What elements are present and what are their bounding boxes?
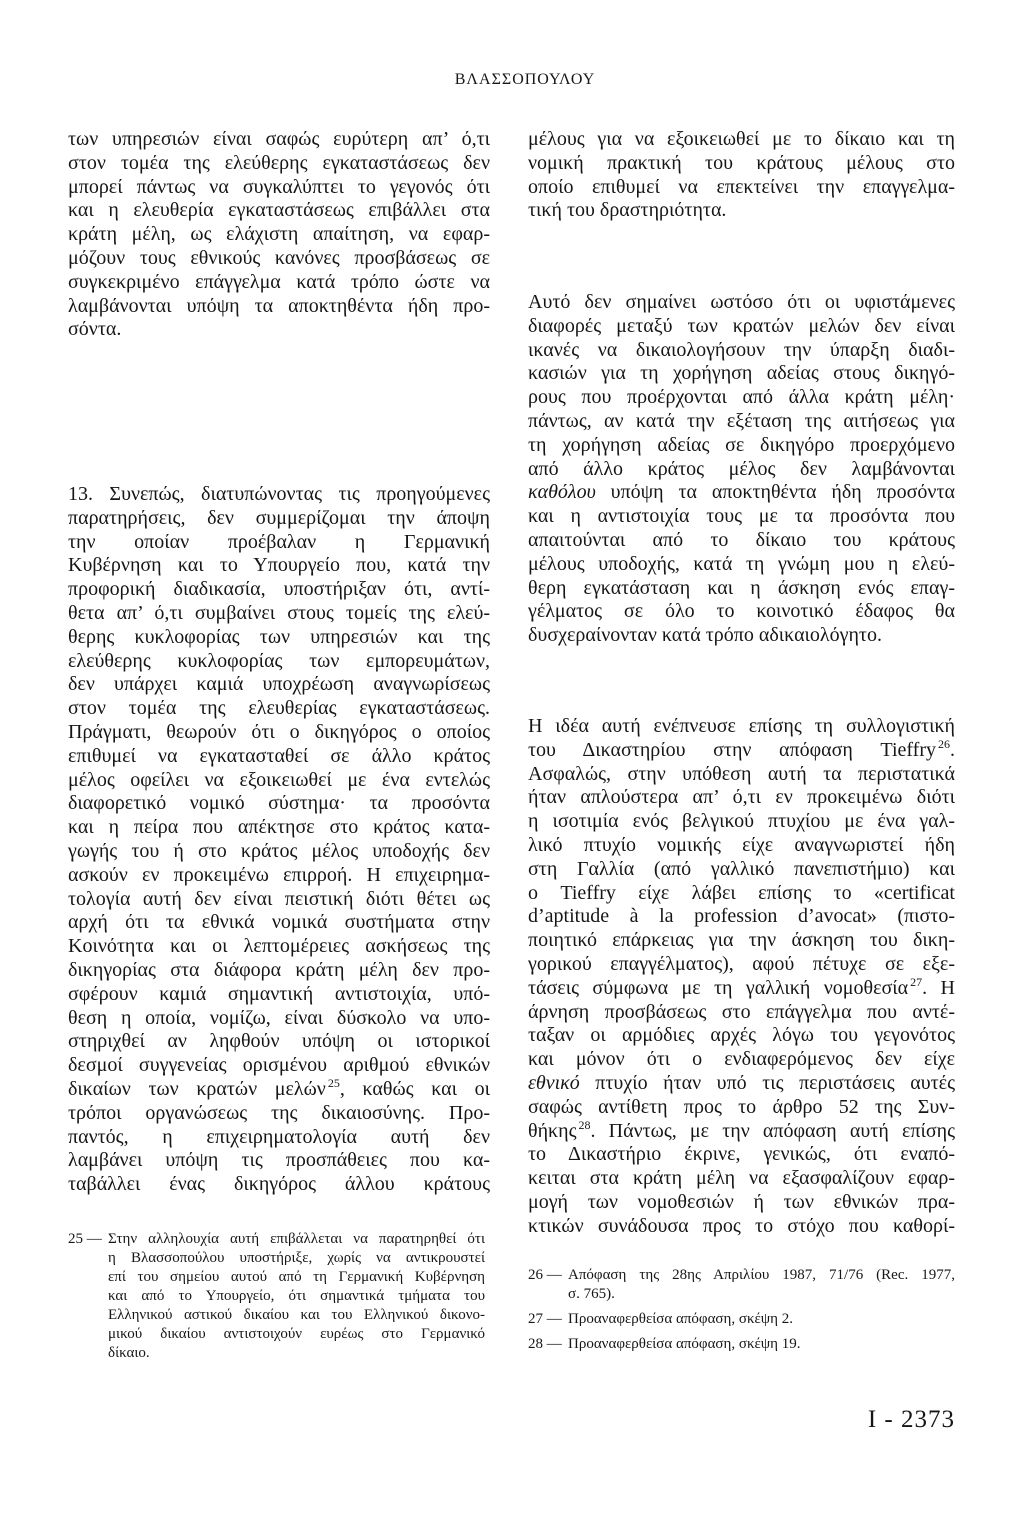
text-line: των υπηρεσιών είναι σαφώς ευρύτερη απ’ ό,τι xyxy=(68,128,490,150)
text-line: στον τομέα της ελεύθερης εγκαταστάσεως δεν xyxy=(68,151,490,174)
text-line: ρους που προέρχονται από άλλα κράτη μέλη· xyxy=(528,386,955,409)
text-line: κράτη μέλη, ως ελάχιστη απαίτηση, να εφαρ- xyxy=(68,223,490,246)
text-line: Πράγματι, θεωρούν ότι ο δικηγόρος ο οποίος xyxy=(68,720,490,743)
text-line: τική του δραστηριότητα. xyxy=(528,199,727,222)
text-segment: . xyxy=(950,738,955,761)
text-line: επιθυμεί να εγκατασταθεί σε άλλο κράτος xyxy=(68,744,490,767)
footnote-line xyxy=(528,1310,955,1329)
text-segment: . Η xyxy=(922,976,955,999)
footnote-ref: 27 xyxy=(910,974,923,989)
text-line: σφέρουν καμιά σημαντική αντιστοιχία, υπό- xyxy=(68,982,490,1005)
text-line: και μόνον ότι ο ενδιαφερόμενος δεν είχε xyxy=(528,1048,955,1071)
text-line: ταβάλλει ένας δικηγόρος άλλου κράτους xyxy=(68,1173,490,1196)
text-line: αρχή ότι τα εθνικά νομικά συστήματα στην xyxy=(68,911,490,934)
text-line: θεση η οποία, νομίζω, είναι δύσκολο να υπο- xyxy=(68,1006,490,1029)
text-line: δυσχεραίνονταν κατά τρόπο αδικαιολόγητο. xyxy=(528,624,882,647)
text-line: σόντα. xyxy=(68,318,122,341)
text-line xyxy=(528,1072,955,1096)
footnote-line: μικού δικαίου αντιστοιχούν ευρέως στο Γερμανικό xyxy=(108,1326,485,1342)
text-line: ικανές να δικαιολογήσουν την ύπαρξη διαδι- xyxy=(528,338,955,361)
footnote-ref: 28 xyxy=(578,1117,591,1132)
footnote-line: η Βλασσοπούλου υποστήριξε, χωρίς να αντικρουστεί xyxy=(108,1250,485,1266)
text-line: λαμβάνει υπόψη τις προσπάθειες που κα- xyxy=(68,1149,490,1172)
footnote-number: 26 — xyxy=(528,1267,562,1283)
right-paragraph-1 xyxy=(528,128,955,223)
footnote-line: σ. 765). xyxy=(568,1286,615,1302)
text-line: και η αντιστοιχία τους με τα προσόντα που xyxy=(528,505,955,528)
text-line: δικηγορίας στα διάφορα κράτη μέλη δεν προ- xyxy=(68,958,490,981)
footnote-number: 28 — xyxy=(528,1336,562,1352)
text-line: παρατηρήσεις, δεν συμμερίζομαι την άποψη xyxy=(68,506,490,529)
text-line: λαμβάνονται υπόψη τα αποκτηθέντα ήδη προ- xyxy=(68,294,490,317)
footnote-line xyxy=(528,1335,955,1354)
text-line: Η ιδέα αυτή ενέπνευσε επίσης τη συλλογιστική xyxy=(528,715,955,737)
text-line: ταξαν οι αρμόδιες αρχές λόγω του γεγονότος xyxy=(528,1024,955,1047)
text-line: ποιητικό επάρκειας για την άσκηση του δικη- xyxy=(528,929,955,952)
footnote-ref: 26 xyxy=(938,736,950,751)
footnote-28 xyxy=(528,1335,955,1354)
text-segment: πτυχίο ήταν υπό τις περιστάσεις αυτές xyxy=(579,1071,955,1094)
text-line: ελεύθερης κυκλοφορίας των εμπορευμάτων, xyxy=(68,649,490,672)
text-segment: θήκης xyxy=(528,1119,577,1142)
text-line: Αυτό δεν σημαίνει ωστόσο ότι οι υφιστάμενες xyxy=(528,291,955,313)
text-line: 13. Συνεπώς, διατυπώνοντας τις προηγούμενες xyxy=(68,483,490,505)
text-line xyxy=(528,481,955,505)
text-line: ήταν απλούστερα απ’ ό,τι εν προκειμένω διότι xyxy=(528,786,955,809)
running-title: ΒΛΑΣΣΟΠΟΥΛΟΥ xyxy=(454,71,596,88)
text-line: μέλους υποδοχής, κατά τη γνώμη μου η ελεύ- xyxy=(528,552,955,575)
text-line: d’aptitude à la profession d’avocat» (πιστο- xyxy=(528,905,955,928)
text-line: Ασφαλώς, στην υπόθεση αυτή τα περιστατικά xyxy=(528,762,955,785)
text-line: από άλλο κράτος μέλος δεν λαμβάνονται xyxy=(528,457,955,480)
footnote-line: δίκαιο. xyxy=(108,1345,150,1361)
right-paragraph-2 xyxy=(528,291,955,648)
page-number: I - 2373 xyxy=(867,1406,955,1433)
footnote-line: επί του σημείου αυτού από τη Γερμανική Κυβέρνηση xyxy=(108,1269,485,1285)
text-segment: Απόφαση της 28ης Απριλίου 1987, 71/76 (Rec. 1977, xyxy=(568,1267,955,1283)
left-paragraph-2 xyxy=(68,483,490,1197)
text-line: κτικών συνάδουσα προς το στόχο που καθορί- xyxy=(528,1214,955,1237)
footnote-number: 25 — xyxy=(68,1231,102,1247)
text-line: οποίο επιθυμεί να επεκτείνει την επαγγελμα- xyxy=(528,175,955,198)
emphasis: εθνικό xyxy=(528,1071,580,1094)
text-line: ο Tieffry είχε λάβει επίσης το «certificat xyxy=(528,881,955,904)
text-segment: δικαίων των κρατών μελών xyxy=(68,1077,326,1100)
footnote-line xyxy=(68,1230,485,1249)
text-segment: υπόψη τα αποκτηθέντα ήδη προσόντα xyxy=(595,481,955,504)
text-line: η ισοτιμία ενός βελγικού πτυχίου με ένα γαλ- xyxy=(528,810,955,833)
text-line: θετα απ’ ό,τι συμβαίνει στους τομείς της ελεύ- xyxy=(68,601,490,624)
text-segment: . Πάντως, με την απόφαση αυτή επίσης xyxy=(590,1119,955,1142)
text-segment: Προαναφερθείσα απόφαση, σκέψη 19. xyxy=(568,1336,801,1352)
text-line: διαφορές μεταξύ των κρατών μελών δεν είναι xyxy=(528,314,955,337)
text-line: στον τομέα της ελευθερίας εγκαταστάσεως. xyxy=(68,697,490,720)
text-line: συγκεκριμένο επάγγελμα κατά τρόπο ώστε να xyxy=(68,270,490,293)
text-line xyxy=(528,736,955,763)
text-line xyxy=(528,974,955,1001)
text-line: παντός, η επιχειρηματολογία αυτή δεν xyxy=(68,1125,490,1148)
text-line: στη Γαλλία (από γαλλικό πανεπιστήμιο) και xyxy=(528,857,955,880)
text-line: θερη εγκατάσταση και η άσκηση ενός επαγ- xyxy=(528,576,955,599)
text-line: νομική πρακτική του κράτους μέλους στο xyxy=(528,151,955,174)
text-line: τρόποι οργανώσεως της δικαιοσύνης. Προ- xyxy=(68,1101,490,1124)
footnote-number: 27 — xyxy=(528,1311,562,1327)
right-paragraph-3 xyxy=(528,715,955,1239)
footnote-27 xyxy=(528,1310,955,1329)
text-line: μπορεί πάντως να συγκαλύπτει το γεγονός ότι xyxy=(68,175,490,198)
text-line: κασιών για τη χορήγηση αδείας στους δικηγό- xyxy=(528,362,955,385)
text-line: μογή των νομοθεσιών ή των εθνικών πρα- xyxy=(528,1190,955,1213)
text-line: άρνηση προσβάσεως στο επάγγελμα που αντέ- xyxy=(528,1000,955,1023)
text-line: δεν υπάρχει καμιά υποχρέωση αναγνωρίσεως xyxy=(68,673,490,696)
text-line: γωγής του ή στο κράτος μέλος υποδοχής δεν xyxy=(68,839,490,862)
text-line: Κοινότητα και οι λεπτομέρειες ασκήσεως της xyxy=(68,935,490,958)
text-line: μέλος οφείλει να εξοικειωθεί με ένα εντελώς xyxy=(68,768,490,791)
text-line: γορικού επαγγέλματος), αφού πέτυχε σε εξε- xyxy=(528,952,955,975)
text-segment: Στην αλληλουχία αυτή επιβάλλεται να παρατηρηθεί ότι xyxy=(108,1231,485,1247)
text-line xyxy=(528,1117,955,1144)
emphasis: καθόλου xyxy=(528,481,596,504)
text-line: σαφώς αντίθετη προς το άρθρο 52 της Συν- xyxy=(528,1095,955,1118)
text-line: μόζουν τους εθνικούς κανόνες προσβάσεως σε xyxy=(68,246,490,269)
footnote-line xyxy=(528,1266,955,1285)
text-line: τη χορήγηση αδείας σε δικηγόρο προερχόμενο xyxy=(528,433,955,456)
text-line: προφορική διαδικασία, υποστήριξαν ότι, αντί- xyxy=(68,578,490,601)
text-line xyxy=(68,1075,491,1102)
text-line: και η ελευθερία εγκαταστάσεως επιβάλλει στα xyxy=(68,199,490,222)
footnote-line: Ελληνικού αστικού δικαίου και του Ελληνικού δικονο- xyxy=(108,1307,485,1323)
footnote-25 xyxy=(68,1230,485,1363)
text-line: το Δικαστήριο έκρινε, γενικώς, ότι εναπό- xyxy=(528,1143,955,1166)
text-line: και η πείρα που απέκτησε στο κράτος κατα- xyxy=(68,816,490,839)
text-line: διαφορετικό νομικό σύστημα· τα προσόντα xyxy=(68,792,490,815)
text-line: πάντως, αν κατά την εξέταση της αιτήσεως για xyxy=(528,409,955,432)
text-line: γέλματος σε όλο το κοινοτικό έδαφος θα xyxy=(528,600,955,623)
text-segment: του Δικαστηρίου στην απόφαση Tieffry xyxy=(528,738,936,761)
text-line: Κυβέρνηση και το Υπουργείο που, κατά την xyxy=(68,554,490,577)
footnote-line: και από το Υπουργείο, ότι σημαντικά τμήματα του xyxy=(108,1288,485,1304)
text-line: μέλους για να εξοικειωθεί με το δίκαιο και τη xyxy=(528,128,955,150)
left-paragraph-1 xyxy=(68,128,490,342)
text-line: στηριχθεί αν ληφθούν υπόψη οι ιστορικοί xyxy=(68,1030,490,1053)
text-line: την οποίαν προέβαλαν η Γερμανική xyxy=(68,530,490,553)
text-line: ασκούν εν προκειμένω επιρροή. Η επιχειρημα- xyxy=(68,863,490,886)
text-segment: , καθώς και οι xyxy=(339,1077,491,1100)
text-line: κειται στα κράτη μέλη να εξασφαλίζουν εφαρ- xyxy=(528,1167,955,1190)
text-segment: Προαναφερθείσα απόφαση, σκέψη 2. xyxy=(568,1311,794,1327)
text-line: δεσμοί συγγενείας ορισμένου αριθμού εθνικών xyxy=(68,1054,490,1077)
text-segment: τάσεις σύμφωνα με τη γαλλική νομοθεσία xyxy=(528,976,909,999)
text-line: θερης κυκλοφορίας των υπηρεσιών και της xyxy=(68,625,490,648)
text-line: τολογία αυτή δεν είναι πειστική διότι θέτει ως xyxy=(68,887,490,910)
footnote-ref: 25 xyxy=(327,1075,340,1090)
text-line: λικό πτυχίο νομικής είχε αναγνωριστεί ήδη xyxy=(528,833,955,856)
footnote-26 xyxy=(528,1266,955,1304)
text-line: απαιτούνται από το δίκαιο του κράτους xyxy=(528,528,955,551)
